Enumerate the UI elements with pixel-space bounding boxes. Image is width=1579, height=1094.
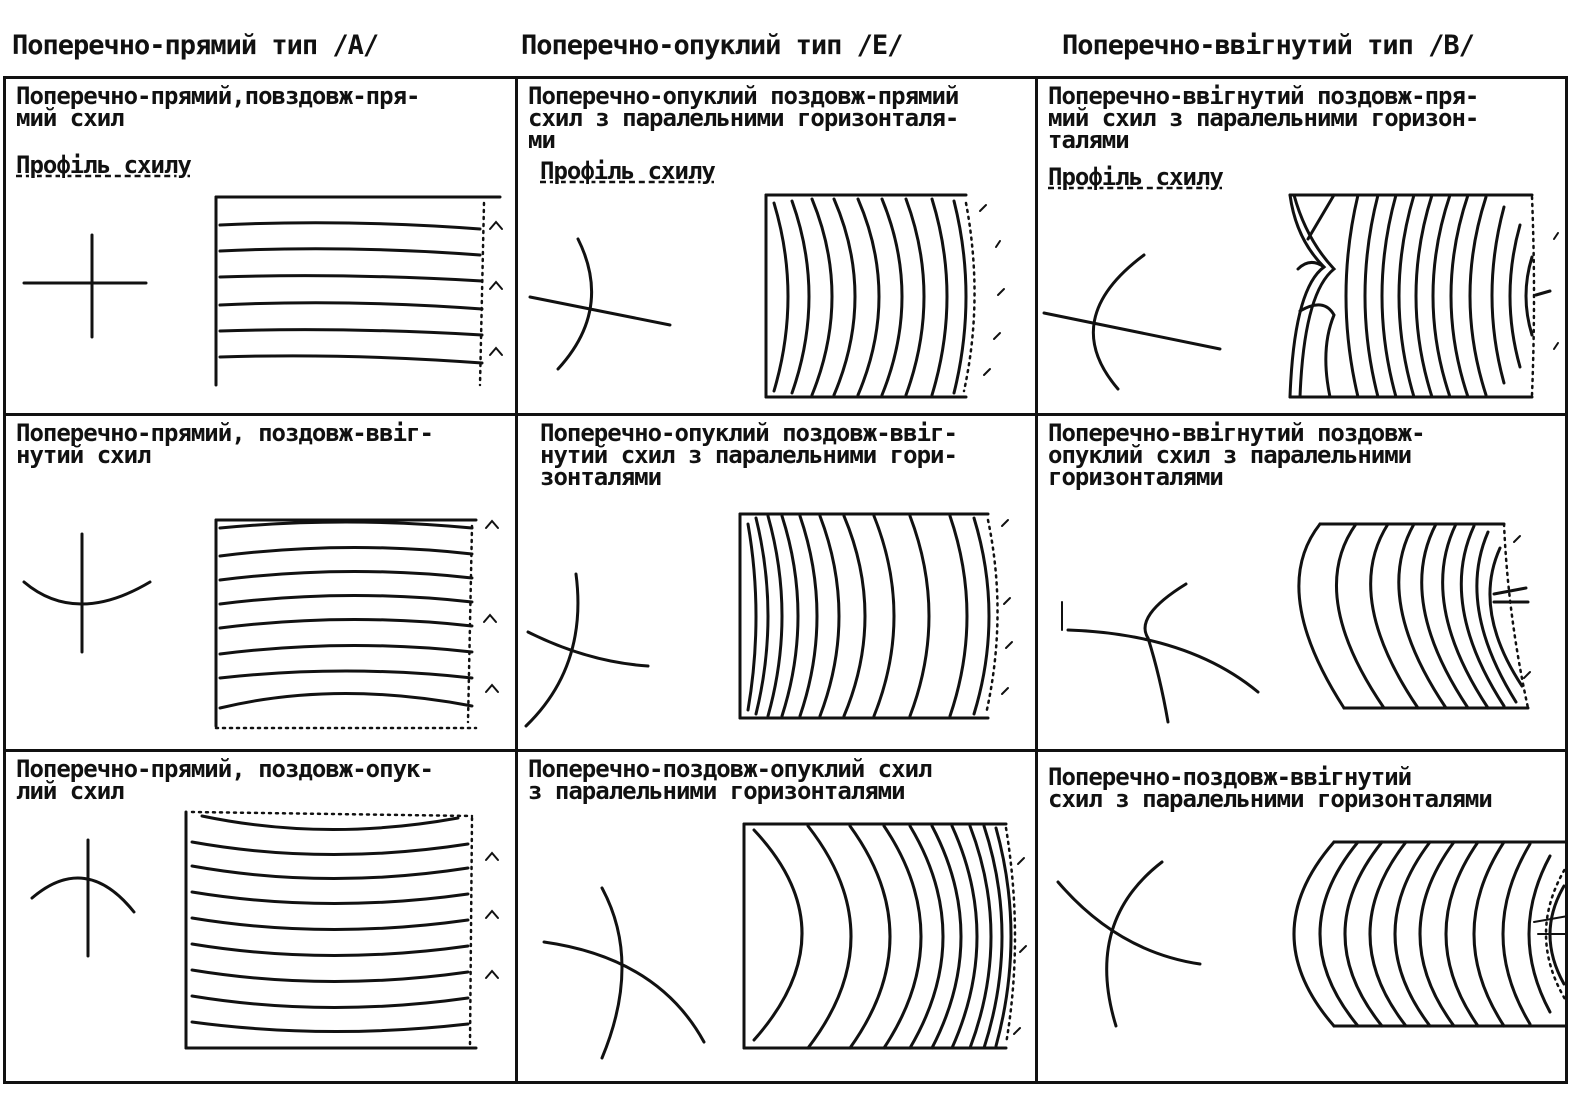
contour-map <box>1290 195 1558 397</box>
convex-concave-diagram <box>518 416 1035 749</box>
contour-map <box>186 812 498 1048</box>
profile-sketch <box>24 235 146 337</box>
column-header-e: Поперечно-опуклий тип /Е/ <box>521 30 903 61</box>
contour-map <box>216 520 498 728</box>
cell-title: Поперечно-ввігнутий поздовж- опуклий схил з паралельними горизонталями <box>1048 419 1425 491</box>
concave-concave-diagram <box>1038 752 1568 1081</box>
cell-convex-straight <box>518 79 1035 413</box>
cell-title: Поперечно-поздовж-опуклий схил з паралельними горизонталями <box>528 755 932 805</box>
profile-sketch <box>32 840 134 956</box>
contour-map <box>1299 524 1530 708</box>
cell-title: Поперечно-опуклий поздовж-ввіг- нутий схил з паралельними гори- зонталями <box>540 419 957 491</box>
cell-concave-straight <box>1038 79 1568 413</box>
cell-title: Поперечно-прямий, поздовж-опук- лий схил <box>16 755 433 805</box>
cell-concave-concave <box>1038 752 1568 1081</box>
concave-convex-diagram <box>1038 416 1568 749</box>
profile-sketch <box>1062 584 1258 722</box>
cell-title: Поперечно-прямий,повздовж-пря- мий схил <box>16 82 420 132</box>
contour-map <box>744 824 1026 1048</box>
cell-straight-convex <box>6 752 515 1081</box>
profile-label: Профіль схилу <box>1048 163 1223 191</box>
profile-sketch <box>24 534 150 652</box>
contour-map <box>766 195 1004 397</box>
cell-title: Поперечно-опуклий поздовж-прямий схил з паралельними горизонталя- ми <box>528 82 959 154</box>
cell-title: Поперечно-прямий, поздовж-ввіг- нутий схил <box>16 419 433 469</box>
contour-map <box>740 514 1012 718</box>
contour-map <box>216 197 502 385</box>
profile-sketch <box>1058 862 1200 1026</box>
cell-convex-concave <box>518 416 1035 749</box>
column-header-a: Поперечно-прямий тип /А/ <box>12 30 379 61</box>
slope-types-table <box>3 76 1568 1084</box>
profile-sketch <box>526 574 648 726</box>
column-header-v: Поперечно-ввігнутий тип /В/ <box>1062 30 1474 61</box>
convex-straight-diagram <box>518 79 1035 413</box>
cell-straight-concave <box>6 416 515 749</box>
straight-concave-diagram <box>6 416 515 749</box>
cell-concave-convex <box>1038 416 1568 749</box>
profile-sketch <box>1044 255 1220 389</box>
straight-convex-diagram <box>6 752 515 1081</box>
profile-label: Профіль схилу <box>540 157 715 185</box>
straight-straight-diagram <box>6 79 515 413</box>
concave-straight-diagram <box>1038 79 1568 413</box>
cell-title: Поперечно-поздовж-ввігнутий схил з паралельними горизонталями <box>1048 763 1492 813</box>
cell-straight-straight <box>6 79 515 413</box>
profile-sketch <box>530 239 670 369</box>
profile-sketch <box>544 888 704 1058</box>
cell-title: Поперечно-ввігнутий поздовж-пря- мий схил з паралельними горизон- талями <box>1048 82 1479 154</box>
cell-convex-convex <box>518 752 1035 1081</box>
profile-label: Профіль схилу <box>16 151 191 179</box>
contour-map <box>1294 842 1568 1026</box>
convex-convex-diagram <box>518 752 1035 1081</box>
